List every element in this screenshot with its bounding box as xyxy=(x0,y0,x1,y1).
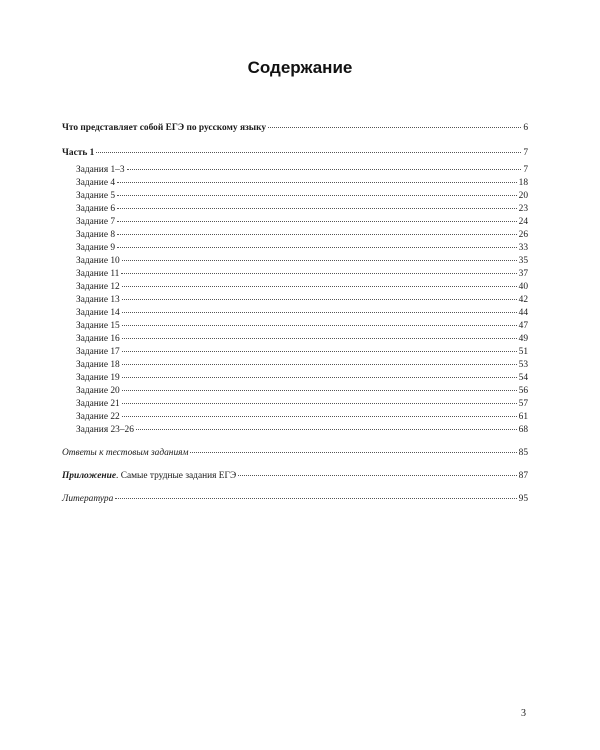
toc-entry-answers[interactable] xyxy=(62,447,528,460)
dot-leader xyxy=(117,221,517,222)
toc-entry-page: 61 xyxy=(518,412,528,422)
toc-entry-page: 53 xyxy=(518,360,528,370)
dot-leader xyxy=(122,338,517,339)
toc-entry-label: Задание 9 xyxy=(76,243,116,253)
dot-leader xyxy=(122,325,517,326)
toc-entry-task[interactable] xyxy=(62,398,528,411)
toc-entry-appendix[interactable] xyxy=(62,470,528,483)
toc-entry-label: Задание 17 xyxy=(76,347,120,357)
toc-entry-page: 95 xyxy=(518,494,528,504)
toc-entry-page: 47 xyxy=(518,321,528,331)
dot-leader xyxy=(122,377,517,378)
page-title: Содержание xyxy=(247,58,353,77)
toc-entry-label: Задание 18 xyxy=(76,360,120,370)
toc-entry-label: Задание 16 xyxy=(76,334,120,344)
toc-entry-label: Задание 8 xyxy=(76,230,116,240)
toc-entry-label: Литература xyxy=(62,494,114,504)
toc-entry-page: 7 xyxy=(523,165,528,175)
dot-leader xyxy=(136,429,517,430)
toc-entry-task[interactable] xyxy=(62,216,528,229)
toc-entry-page: 42 xyxy=(518,295,528,305)
toc-entry-task[interactable] xyxy=(62,203,528,216)
dot-leader xyxy=(122,351,517,352)
toc-entry-page: 54 xyxy=(518,373,528,383)
dot-leader xyxy=(122,312,517,313)
appendix-label-strong: Приложение xyxy=(62,471,117,481)
dot-leader xyxy=(122,390,517,391)
dot-leader xyxy=(115,498,516,499)
dot-leader xyxy=(117,195,517,196)
dot-leader xyxy=(122,299,517,300)
toc-entry-label: Задание 5 xyxy=(76,191,116,201)
toc-entry-intro[interactable] xyxy=(62,122,528,135)
toc-entry-page: 20 xyxy=(518,191,528,201)
toc-entry-label: Задание 13 xyxy=(76,295,120,305)
toc-entry-label: Задания 1–3 xyxy=(76,165,125,175)
toc-entry-task[interactable] xyxy=(62,411,528,424)
dot-leader xyxy=(122,403,517,404)
toc-entry-label: Часть 1 xyxy=(62,148,95,158)
toc-entry-page: 57 xyxy=(518,399,528,409)
toc-entry-page: 37 xyxy=(518,269,528,279)
table-of-contents xyxy=(62,122,528,506)
toc-entry-task[interactable] xyxy=(62,424,528,437)
dot-leader xyxy=(238,475,516,476)
toc-entry-label: Задание 12 xyxy=(76,282,120,292)
toc-entry-task[interactable] xyxy=(62,307,528,320)
toc-entry-page: 49 xyxy=(518,334,528,344)
dot-leader xyxy=(127,169,522,170)
toc-entry-task[interactable] xyxy=(62,346,528,359)
toc-entry-page: 85 xyxy=(518,448,528,458)
toc-entry-page: 33 xyxy=(518,243,528,253)
dot-leader xyxy=(190,452,516,453)
toc-entry-task[interactable] xyxy=(62,190,528,203)
toc-entry-literature[interactable] xyxy=(62,493,528,506)
toc-entry-label: Задание 7 xyxy=(76,217,116,227)
dot-leader xyxy=(122,364,517,365)
toc-entry-label: Задания 23–26 xyxy=(76,425,134,435)
toc-entry-page: 56 xyxy=(518,386,528,396)
toc-entry-label xyxy=(62,470,236,483)
toc-entry-page: 44 xyxy=(518,308,528,318)
toc-entry-page: 6 xyxy=(523,123,528,133)
toc-entry-label: Задание 20 xyxy=(76,386,120,396)
toc-entry-page: 7 xyxy=(523,148,528,158)
toc-entry-label: Задание 14 xyxy=(76,308,120,318)
toc-entry-page: 24 xyxy=(518,217,528,227)
toc-entry-label: Задание 15 xyxy=(76,321,120,331)
dot-leader xyxy=(268,127,521,128)
toc-entry-page: 23 xyxy=(518,204,528,214)
toc-entry-label: Задание 21 xyxy=(76,399,120,409)
dot-leader xyxy=(117,247,517,248)
toc-entry-page: 18 xyxy=(518,178,528,188)
toc-entry-task[interactable] xyxy=(62,359,528,372)
toc-entry-task[interactable] xyxy=(62,294,528,307)
toc-entry-label: Ответы к тестовым заданиям xyxy=(62,448,189,458)
toc-entry-task[interactable] xyxy=(62,385,528,398)
dot-leader xyxy=(117,208,517,209)
dot-leader xyxy=(96,152,521,153)
dot-leader xyxy=(122,260,517,261)
toc-entry-task[interactable] xyxy=(62,372,528,385)
dot-leader xyxy=(122,416,517,417)
dot-leader xyxy=(117,234,517,235)
toc-entry-label: Задание 10 xyxy=(76,256,120,266)
toc-entry-label: Задание 11 xyxy=(76,269,120,279)
toc-entry-task[interactable] xyxy=(62,229,528,242)
toc-entry-task[interactable] xyxy=(62,177,528,190)
toc-entry-part1[interactable] xyxy=(62,147,528,160)
toc-entry-task[interactable] xyxy=(62,164,528,177)
toc-entry-page: 40 xyxy=(518,282,528,292)
toc-entry-page: 51 xyxy=(518,347,528,357)
appendix-label-rest: . Самые трудные задания ЕГЭ xyxy=(116,471,237,481)
dot-leader xyxy=(122,286,517,287)
toc-entry-task[interactable] xyxy=(62,333,528,346)
toc-entry-task[interactable] xyxy=(62,255,528,268)
page-number: 3 xyxy=(521,708,526,719)
toc-entry-label: Задание 6 xyxy=(76,204,116,214)
toc-entry-task[interactable] xyxy=(62,281,528,294)
toc-entry-task[interactable] xyxy=(62,268,528,281)
toc-entry-label: Задание 4 xyxy=(76,178,116,188)
toc-entry-page: 87 xyxy=(518,471,528,481)
toc-entry-label: Задание 22 xyxy=(76,412,120,422)
toc-entry-task[interactable] xyxy=(62,242,528,255)
toc-entry-page: 26 xyxy=(518,230,528,240)
dot-leader xyxy=(117,182,517,183)
task-list xyxy=(62,164,528,437)
toc-entry-task[interactable] xyxy=(62,320,528,333)
toc-entry-page: 35 xyxy=(518,256,528,266)
toc-entry-label: Что представляет собой ЕГЭ по русскому языку xyxy=(62,123,267,133)
dot-leader xyxy=(121,273,516,274)
toc-entry-label: Задание 19 xyxy=(76,373,120,383)
toc-entry-page: 68 xyxy=(518,425,528,435)
